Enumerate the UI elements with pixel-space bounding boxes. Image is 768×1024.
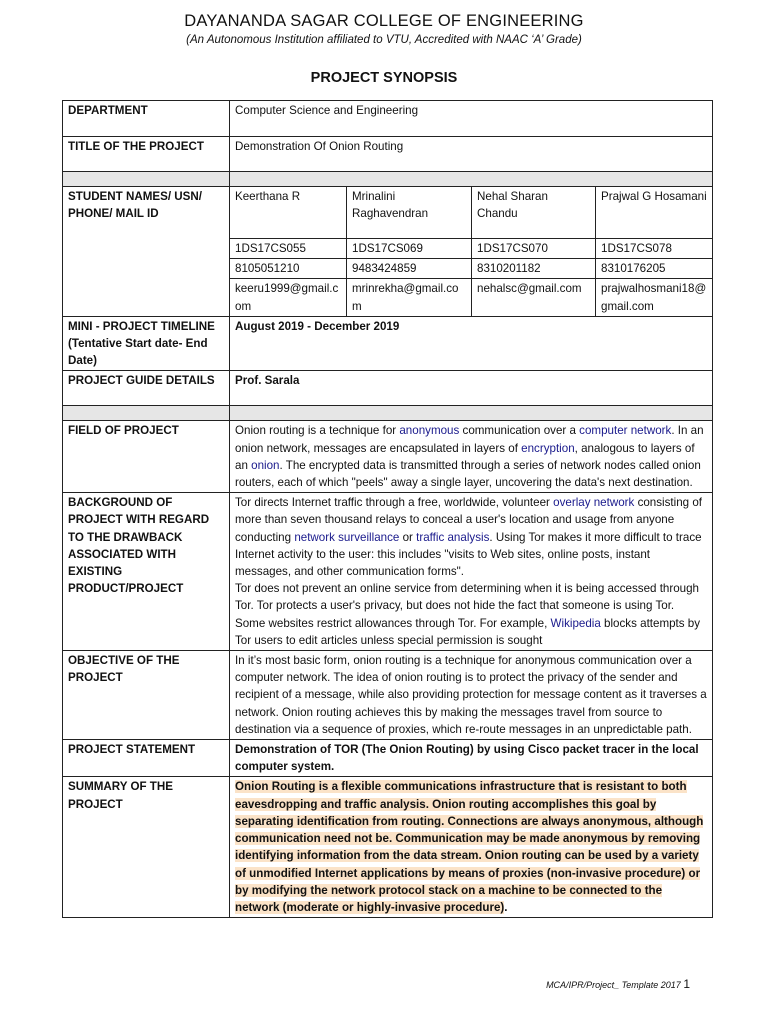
student-name: Nehal Sharan Chandu (472, 187, 596, 239)
summary-label: SUMMARY OF THE PROJECT (63, 777, 230, 918)
summary-value: Onion Routing is a flexible communications infrastructure that is resistant to both eavesdropping and traffic analysis. Onion routing accomplishes this goal by separating identification from routing. Connections are always anonymous, although communication need not be. Communication may be made anonymous by removing identifying information from the data stream. Onion routing can be used by a variety of unmodified Internet applications by means of proxies (non-invasive procedure) or by modifying the network protocol stack on a machine to be connected to the network (moderate or highly-invasive procedure). (230, 777, 713, 918)
field-label: FIELD OF PROJECT (63, 421, 230, 493)
student-name: Keerthana R (230, 187, 347, 239)
link-computer-network[interactable]: computer network (579, 424, 672, 438)
guide-value: Prof. Sarala (230, 371, 713, 406)
student-phone: 9483424859 (347, 259, 472, 279)
student-phone: 8310201182 (472, 259, 596, 279)
timeline-value: August 2019 - December 2019 (230, 316, 713, 371)
row-background (63, 493, 713, 651)
background-value: Tor directs Internet traffic through a free, worldwide, volunteer overlay network consisting of more than seven thousand relays to conceal a user's location and usage from anyone conducting network surveillance or traffic analysis. Using Tor makes it more difficult to trace Internet activity to the user: this includes "visits to Web sites, online posts, instant messages, and other communication forms". Tor does not prevent an online service from determining when it is being accessed through Tor. Tor protects a user's privacy, but does not hide the fact that someone is using Tor. Some websites restrict allowances through Tor. For example, Wikipedia blocks attempts by Tor users to edit articles unless special permission is sought (230, 493, 713, 651)
row-field (63, 421, 713, 493)
department-value: Computer Science and Engineering (230, 101, 713, 137)
title-value: Demonstration Of Onion Routing (230, 137, 713, 172)
student-name: Prajwal G Hosamani (596, 187, 713, 239)
student-usn: 1DS17CS055 (230, 239, 347, 259)
background-label: BACKGROUND OF PROJECT WITH REGARD TO THE DRAWBACK ASSOCIATED WITH EXISTING PRODUCT/PROJECT (63, 493, 230, 651)
page-title: PROJECT SYNOPSIS (310, 70, 458, 86)
student-phone: 8310176205 (596, 259, 713, 279)
row-guide (63, 371, 713, 406)
statement-value: Demonstration of TOR (The Onion Routing) by using Cisco packet tracer in the local computer system. (230, 740, 713, 777)
field-value: Onion routing is a technique for anonymous communication over a computer network. In an onion network, messages are encapsulated in layers of encryption, analogous to layers of an onion. The encrypted data is transmitted through a series of network nodes called onion routers, each of which "peels" away a single layer, uncovering the data's next destination. (230, 421, 713, 493)
statement-label: PROJECT STATEMENT (63, 740, 230, 777)
row-objective (63, 651, 713, 740)
page-footer (546, 977, 690, 991)
timeline-label: MINI - PROJECT TIMELINE (Tentative Start date- End Date) (63, 316, 230, 371)
link-anonymous[interactable]: anonymous (399, 424, 460, 438)
objective-label: OBJECTIVE OF THE PROJECT (63, 651, 230, 740)
row-summary (63, 777, 713, 918)
student-usn: 1DS17CS070 (472, 239, 596, 259)
link-network-surveillance[interactable]: network surveillance (294, 530, 400, 544)
student-email: prajwalhosmani18@gmail.com (596, 279, 713, 316)
link-wikipedia[interactable]: Wikipedia (550, 616, 601, 630)
student-email: mrinrekha@gmail.com (347, 279, 472, 316)
student-email: nehalsc@gmail.com (472, 279, 596, 316)
student-email: keeru1999@gmail.com (230, 279, 347, 316)
objective-value: In it’s most basic form, onion routing is a technique for anonymous communication over a computer network. The idea of onion routing is to protect the privacy of the sender and recipient of a message, while also providing protection for message content as it traverses a network. Onion routing achieves this by making the messages travel from source to destination via a sequence of proxies, which re-route messages in an unpredictable path. (230, 651, 713, 740)
summary-text-highlighted: Onion Routing is a flexible communications infrastructure that is resistant to both eavesdropping and traffic analysis. Onion routing accomplishes this goal by separating identification from routing. Connections are always anonymous, although communication need not be. Communication may be made anonymous by removing identifying information from the data stream. Onion routing can be used by a variety of unmodified Internet applications by means of proxies (non-invasive procedure) or by modifying the network protocol stack on a machine to be connected to the network (moderate or highly-invasive procedure) (235, 780, 704, 914)
row-timeline (63, 316, 713, 371)
page-number: 1 (683, 977, 690, 991)
student-phone: 8105051210 (230, 259, 347, 279)
students-label: STUDENT NAMES/ USN/ PHONE/ MAIL ID (63, 187, 230, 317)
row-department (63, 101, 713, 137)
row-shaded-2 (63, 406, 713, 421)
link-onion[interactable]: onion (251, 458, 280, 472)
footer-template: MCA/IPR/Project_ Template 2017 (546, 980, 681, 990)
department-label: DEPARTMENT (63, 101, 230, 137)
link-overlay-network[interactable]: overlay network (553, 496, 635, 510)
row-shaded-1 (63, 172, 713, 187)
college-subtitle: (An Autonomous Institution affiliated to VTU, Accredited with NAAC ‘A’ Grade) (186, 34, 582, 46)
guide-label: PROJECT GUIDE DETAILS (63, 371, 230, 406)
link-encryption[interactable]: encryption (521, 441, 575, 455)
row-statement (63, 740, 713, 777)
college-name: DAYANANDA SAGAR COLLEGE OF ENGINEERING (184, 12, 584, 30)
row-title (63, 137, 713, 172)
synopsis-table (62, 100, 713, 918)
row-students-names (63, 187, 713, 239)
link-traffic-analysis[interactable]: traffic analysis (416, 530, 490, 544)
title-label: TITLE OF THE PROJECT (63, 137, 230, 172)
student-usn: 1DS17CS078 (596, 239, 713, 259)
student-usn: 1DS17CS069 (347, 239, 472, 259)
student-name: Mrinalini Raghavendran (347, 187, 472, 239)
